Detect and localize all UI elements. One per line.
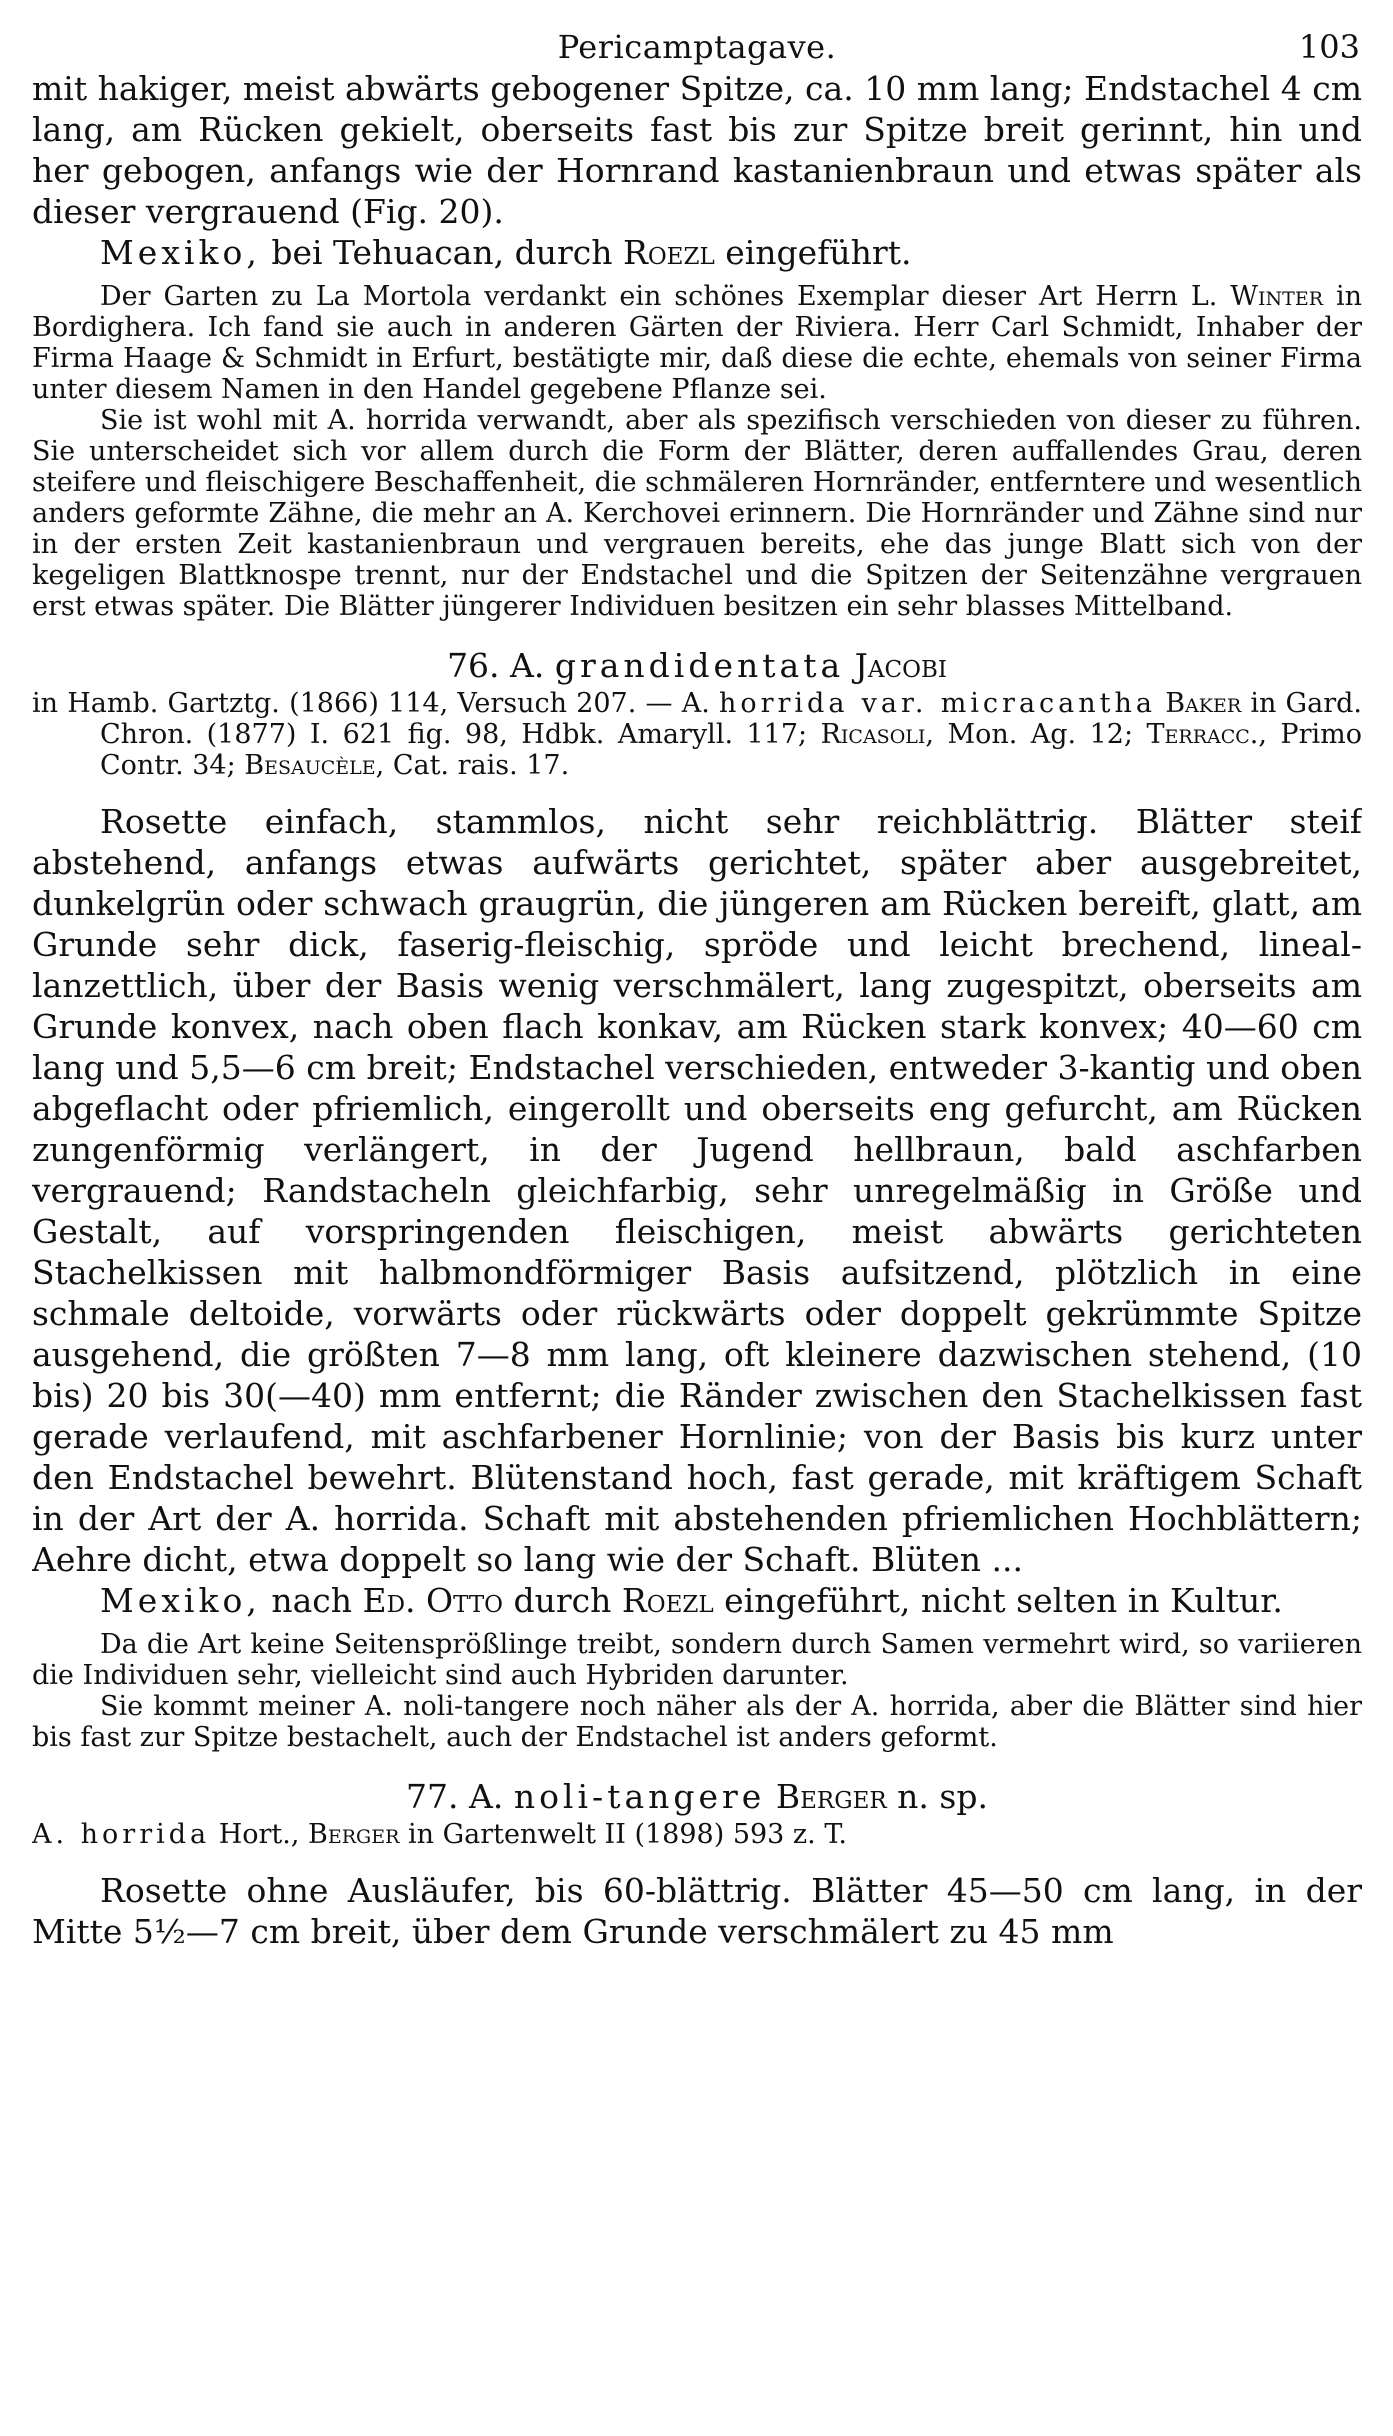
distribution-line: Mexiko, bei Tehuacan, durch Roezl eingeführt. bbox=[100, 233, 912, 272]
distribution-line: Mexiko, nach Ed. Otto durch Roezl eingeführt, nicht selten in Kultur. bbox=[100, 1581, 1283, 1620]
page-header bbox=[32, 22, 1362, 68]
note-paragraph: Sie ist wohl mit A. horrida verwandt, aber als spezifisch verschieden von dieser zu führen. Sie unterscheidet sich vor allem durch die Form der Blätter, deren auffallendes Grau, deren steifere und fleischigere Beschaffenheit, die schmäleren Hornränder, entferntere und wesentlich anders geformte Zähne, die mehr an A. Kerchovei erinnern. Die Hornränder und Zähne sind nur in der ersten Zeit kastanienbraun und vergrauen bereits, ehe das junge Blatt sich von der kegeligen Blattknospe trennt, nur der Endstachel und die Spitzen der Seitenzähne vergrauen erst etwas später. Die Blätter jüngerer Individuen besitzen ein sehr blasses Mittelband. bbox=[32, 405, 1362, 622]
book-page bbox=[32, 22, 1362, 2412]
species-heading-76: 76. A. grandidentata Jacobi bbox=[447, 646, 947, 685]
note-paragraph: Sie kommt meiner A. noli-tangere noch näher als der A. horrida, aber die Blätter sind hier bis fast zur Spitze bestachelt, auch der Endstachel ist anders geformt. bbox=[32, 1691, 1362, 1753]
running-title: Pericamptagave. bbox=[557, 28, 837, 66]
citation-block-76: in Hamb. Gartztg. (1866) 114, Versuch 207. — A. horrida var. micracantha Baker in Gard. Chron. (1877) I. 621 fig. 98, Hdbk. Amaryll. 117; Ricasoli, Mon. Ag. 12; Terracc., Primo Contr. 34; Besaucèle, Cat. rais. 17. bbox=[32, 688, 1362, 781]
description-continued: mit hakiger, meist abwärts gebogener Spitze, ca. 10 mm lang; Endstachel 4 cm lang, am Rücken gekielt, oberseits fast bis zur Spitze breit gerinnt, hin und her gebogen, anfangs wie der Hornrand kastanienbraun und etwas später als dieser vergrauend (Fig. 20). bbox=[32, 69, 1362, 231]
page-number: 103 bbox=[1298, 28, 1360, 66]
note-paragraph: Der Garten zu La Mortola verdankt ein schönes Exemplar dieser Art Herrn L. Winter in Bordighera. Ich fand sie auch in anderen Gärten der Riviera. Herr Carl Schmidt, Inhaber der Firma Haage & Schmidt in Erfurt, bestätigte mir, daß diese die echte, ehemals von seiner Firma unter diesem Namen in den Handel gegebene Pflanze sei. bbox=[32, 281, 1362, 405]
species-description: Rosette ohne Ausläufer, bis 60-blättrig. Blätter 45—50 cm lang, in der Mitte 5½—7 cm breit, über dem Grunde verschmälert zu 45 mm bbox=[32, 1871, 1362, 1951]
species-description: Rosette einfach, stammlos, nicht sehr reichblättrig. Blätter steif abstehend, anfangs etwas aufwärts gerichtet, später aber ausgebreitet, dunkelgrün oder schwach graugrün, die jüngeren am Rücken bereift, glatt, am Grunde sehr dick, faserig-fleischig, spröde und leicht brechend, lineal-lanzettlich, über der Basis wenig verschmälert, lang zugespitzt, oberseits am Grunde konvex, nach oben flach konkav, am Rücken stark konvex; 40—60 cm lang und 5,5—6 cm breit; Endstachel verschieden, entweder 3-kantig und oben abgeflacht oder pfriemlich, eingerollt und oberseits eng gefurcht, am Rücken zungenförmig verlängert, in der Jugend hellbraun, bald aschfarben vergrauend; Randstacheln gleichfarbig, sehr unregelmäßig in Größe und Gestalt, auf vorspringenden fleischigen, meist abwärts gerichteten Stachelkissen mit halbmondförmiger Basis aufsitzend, plötzlich in eine schmale deltoide, vorwärts oder rückwärts oder doppelt gekrümmte Spitze ausgehend, die größten 7—8 mm lang, oft kleinere dazwischen stehend, (10 bis) 20 bis 30(—40) mm entfernt; die Ränder zwischen den Stachelkissen fast gerade verlaufend, mit aschfarbener Hornlinie; von der Basis bis kurz unter den Endstachel bewehrt. Blütenstand hoch, fast gerade, mit kräftigem Schaft in der Art der A. horrida. Schaft mit abstehenden pfriemlichen Hochblättern; Aehre dicht, etwa doppelt so lang wie der Schaft. Blüten ... bbox=[32, 802, 1362, 1579]
citation-block-77: A. horrida Hort., Berger in Gartenwelt II (1898) 593 z. T. bbox=[32, 1819, 847, 1850]
note-paragraph: Da die Art keine Seitensprößlinge treibt, sondern durch Samen vermehrt wird, so variieren die Individuen sehr, vielleicht sind auch Hybriden darunter. bbox=[32, 1629, 1362, 1691]
species-heading-77: 77. A. noli-tangere Berger n. sp. bbox=[406, 1777, 988, 1816]
